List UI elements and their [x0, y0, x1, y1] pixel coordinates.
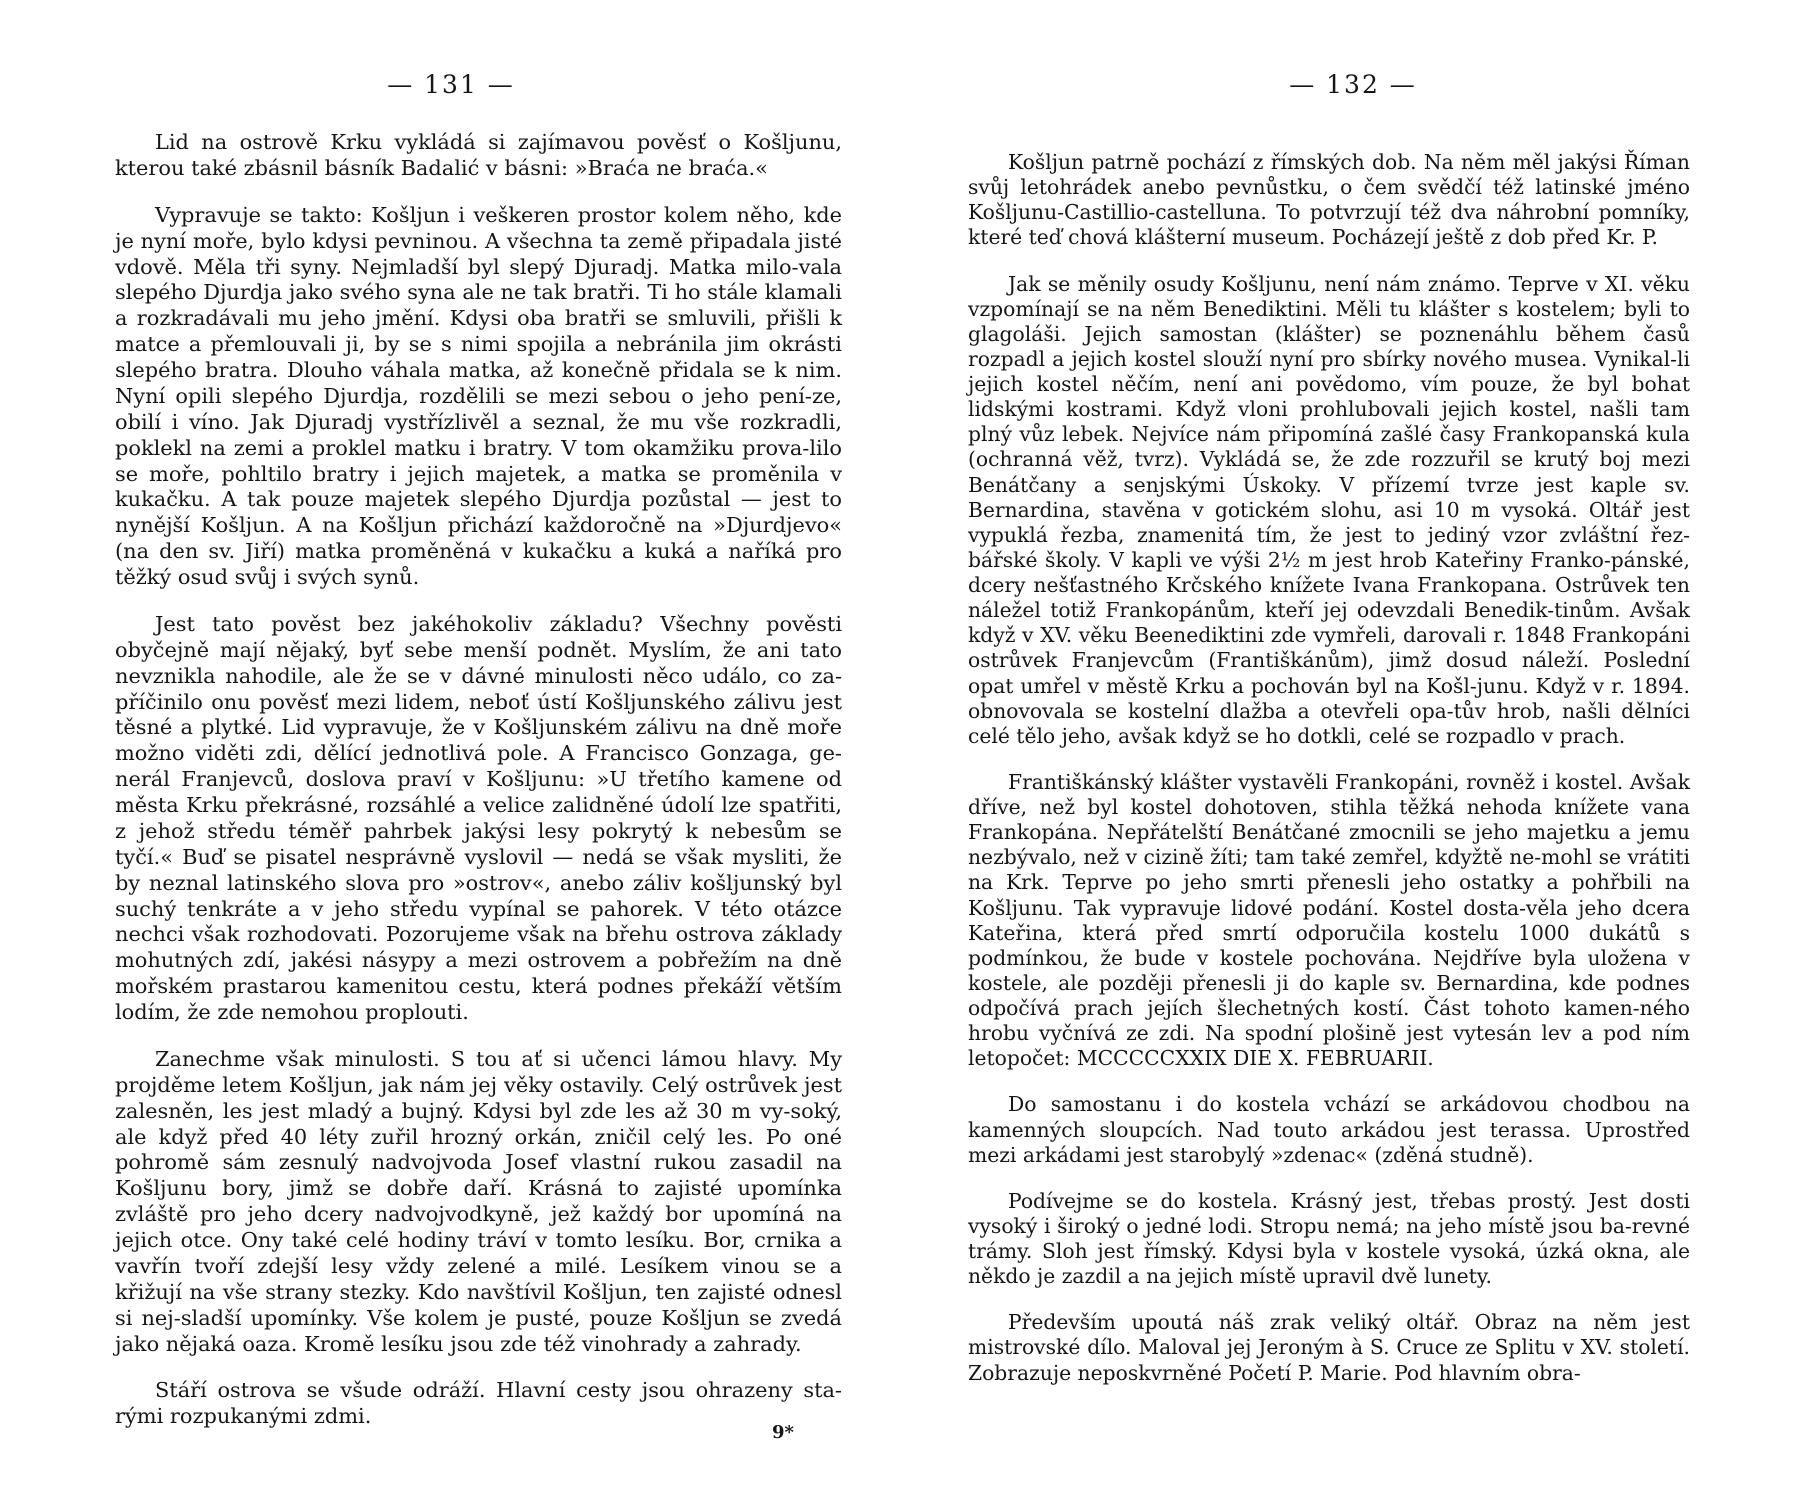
- paragraph: Do samostanu i do kostela vchází se arkádovou chodbou na kamenných sloupcích. Nad touto arkádou jest terassa. Uprostřed mezi arkádami jest starobylý »zdenac« (zděná studně).: [968, 1092, 1690, 1167]
- paragraph: Především upoutá náš zrak veliký oltář. Obraz na něm jest mistrovské dílo. Maloval jej Jeroným à S. Cruce ze Splitu v XV. století. Zobrazuje neposkvrněné Početí P. Marie. Pod hlavním obra-: [968, 1310, 1690, 1385]
- text-column: [968, 150, 1690, 1407]
- paragraph: Lid na ostrově Krku vykládá si zajímavou pověsť o Košljunu, kterou také zbásnil básník Badalić v básni: »Braća ne braća.«: [115, 130, 842, 180]
- paragraph: Podívejme se do kostela. Krásný jest, třebas prostý. Jest dosti vysoký i široký o jedné lodi. Stropu nemá; na jeho místě jsou ba-revné trámy. Sloh jest římský. Kdysi byla v kostele vysoká, úzká okna, ale někdo je zazdil a na jejich místě upravil dvě lunety.: [968, 1188, 1690, 1289]
- paragraph: Stáří ostrova se všude odráží. Hlavní cesty jsou ohrazeny sta-rými rozpukanými zdmi.: [115, 1378, 842, 1429]
- paragraph: Jest tato pověst bez jakéhokoliv základu? Všechny pověsti obyčejně mají nějaký, byť sebe menší podnět. Myslím, že ani tato nevznikla nahodile, ale že se v dávné minulosti něco událo, co za-příčinilo onu pověsť mezi lidem, neboť ústí Košljunského zálivu jest těsné a plytké. Lid vypravuje, že v Košljunském zálivu na dně moře možno viděti zdi, dělící jednotlivá pole. A Francisco Gonzaga, ge-nerál Franjevců, doslova praví v Košljunu: »U třetího kamene od města Krku překrásné, rozsáhlé a velice zalidněné údolí lze spatřiti, z jehož středu téměř pahrbek jakýsi lesy pokrytý k nebesům se tyčí.« Buď se pisatel nesprávně vyslovil — nedá se však mysliti, že by neznal latinského slova pro »ostrov«, anebo záliv košljunský byl suchý tenkráte a v jeho středu vypínal se pahorek. V této otázce nechci však rozhodovati. Pozorujeme však na břehu ostrova základy mohutných zdí, jakési násypy a mezi ostrovem a pobřežím na dně mořském prastarou kamenitou cestu, která podnes překáží větším lodím, že zde nemohou proplouti.: [115, 611, 842, 1024]
- page-number: — 132 —: [1289, 70, 1417, 99]
- text-column: [115, 130, 842, 1451]
- page-number: — 131 —: [387, 70, 515, 99]
- paragraph: Jak se měnily osudy Košljunu, není nám známo. Teprve v XI. věku vzpomínají se na něm Benediktini. Měli tu klášter s kostelem; byli to glagoláši. Jejich samostan (klášter) se poznenáhlu během časů rozpadl a jejich kostel slouží nyní pro sbírky nového musea. Vynikal-li jejich kostel něčím, není ani povědomo, vím pouze, že byl bohat lidskými kostrami. Když vloni prohlubovali jejich kostel, našli tam plný vůz lebek. Nejvíce nám připomíná zašlé časy Frankopanská kula (ochranná věž, tvrz). Vykládá se, že zde rozzuřil se krutý boj mezi Benátčany a senjskými Úskoky. V přízemí tvrze jest kaple sv. Bernardina, stavěna v gotickém slohu, asi 10 m vysoká. Oltář jest vypuklá řezba, znamenitá tím, že jest to jediný vzor zvláštní řez-bářské školy. V kapli ve výši 2½ m jest hrob Kateřiny Franko-pánské, dcery nešťastného Krčského knížete Ivana Frankopana. Ostrůvek ten náležel totiž Frankopánům, kteří jej odevzdali Benedik-tinům. Avšak když v XV. věku Beenediktini zde vymřeli, darovali r. 1848 Frankopáni ostrůvek Franjevcům (Františkánům), jimž dosud náleží. Poslední opat umřel v městě Krku a pochován byl na Košl-junu. Když v r. 1894. obnovovala se kostelní dlažba a otevřeli opa-tův hrob, našli dělníci celé tělo jeho, avšak když se ho dotkli, celé se rozpadlo v prach.: [968, 271, 1690, 748]
- paragraph: Zanechme však minulosti. S tou ať si učenci lámou hlavy. My projděme letem Košljun, jak nám jej věky ostavily. Celý ostrůvek jest zalesněn, les jest mladý a bujný. Kdysi byl zde les až 30 m vy-soký, ale když před 40 léty zuřil hrozný orkán, zničil celý les. Po oné pohromě sám zesnulý nadvojvoda Josef vlastní rukou zasadil na Košljunu bory, jimž se dobře daří. Krásná to zajisté upomínka zvláště pro jeho dcery nadvojvodkyně, jež každý bor upomíná na jejich otce. Ony také celé hodiny tráví v tomto lesíku. Bor, crnika a vavřín tvoří zdejší lesy vždy zelené a milé. Lesíkem vinou se a křižují na vše strany stezky. Kdo navštívil Košljun, ten zajisté odnesl si nej-sladší upomínky. Vše kolem je pusté, pouze Košljun se zvedá jako nějaká oaza. Kromě lesíku jsou zde též vinohrady a zahrady.: [115, 1046, 842, 1356]
- right-page: [902, 0, 1804, 1500]
- signature-mark: 9*: [772, 1422, 794, 1443]
- paragraph: Vypravuje se takto: Košljun i veškeren prostor kolem něho, kde je nyní moře, bylo kdysi pevninou. A všechna ta země připadala jisté vdově. Měla tři syny. Nejmladší byl slepý Djuradj. Matka milo-vala slepého Djurdja jako svého syna ale ne tak bratři. Ti ho stále klamali a rozkradávali mu jeho jmění. Kdysi oba bratři se smluvili, přišli k matce a přemlouvali ji, by se s nimi spojila a nebránila jim okrásti slepého bratra. Dlouho váhala matka, až konečně přidala se k nim. Nyní opili slepého Djurdja, rozdělili se mezi sebou o jeho pení-ze, obilí i víno. Jak Djuradj vystřízlivěl a seznal, že mu vše rozkradli, poklekl na zemi a proklel matku i bratry. V tom okamžiku prova-lilo se moře, pohltilo bratry i jejich majetek, a matka se proměnila v kukačku. A tak pouze majetek slepého Djurdja pozůstal — jest to nynější Košljun. A na Košljun přichází každoročně na »Djurdjevo« (na den sv. Jiří) matka proměněná v kukačku a kuká a naříká pro těžký osud svůj i svých synů.: [115, 202, 842, 589]
- paragraph: Františkánský klášter vystavěli Frankopáni, rovněž i kostel. Avšak dříve, než byl kostel dohotoven, stihla těžká nehoda knížete vana Frankopána. Nepřátelští Benátčané zmocnili se jeho majetku a jemu nezbývalo, než v cizině žíti; tam také zemřel, kdyžtě ne-mohl se vrátiti na Krk. Teprve po jeho smrti přenesli jeho ostatky a pohřbili na Košljunu. Tak vypravuje lidové podání. Kostel dosta-věla jeho dcera Kateřina, která před smrtí odporučila kostelu 1000 dukátů s podmínkou, že bude v kostele pochována. Nejdříve byla uložena v kostele, ale později přenesli ji do kaple sv. Bernardina, kde podnes odpočívá prach jejích šlechetných kostí. Část tohoto kamen-ného hrobu vyčnívá ze zdi. Na spodní plošině jest vytesán lev a pod ním letopočet: MCCCCCXXIX DIE X. FEBRUARII.: [968, 769, 1690, 1071]
- paragraph: Košljun patrně pochází z římských dob. Na něm měl jakýsi Říman svůj letohrádek anebo pevnůstku, o čem svědčí též latinské jméno Košljunu-Castillio-castelluna. To potvrzují též dva náhrobní pomníky, které teď chová klášterní museum. Pocházejí ještě z dob před Kr. P.: [968, 150, 1690, 250]
